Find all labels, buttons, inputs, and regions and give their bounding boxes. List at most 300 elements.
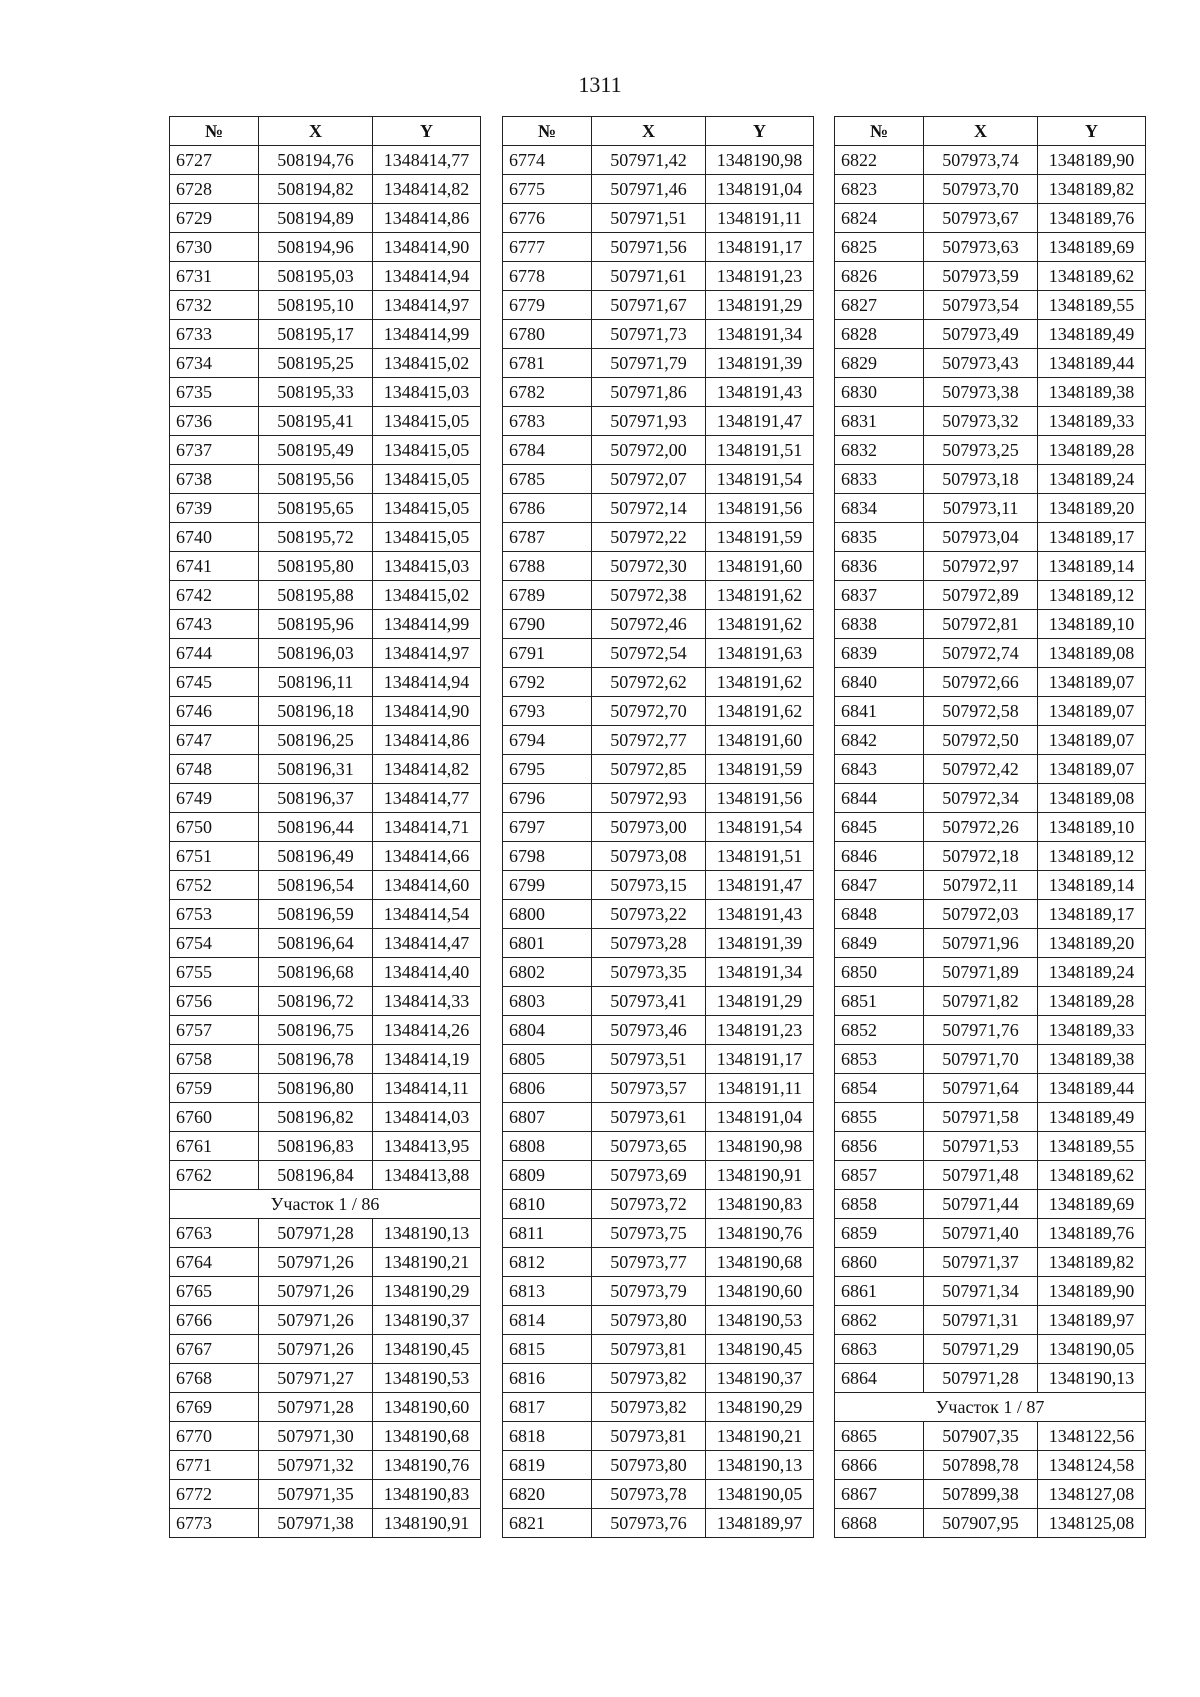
y-coordinate-cell: 1348414,99 [373,610,481,639]
y-coordinate-cell: 1348124,58 [1038,1451,1146,1480]
y-coordinate-cell: 1348415,05 [373,465,481,494]
table-row [835,668,1146,697]
point-number-cell: 6731 [170,262,259,291]
header-y: Y [373,117,481,146]
table-row [835,813,1146,842]
y-coordinate-cell: 1348191,23 [706,1016,814,1045]
x-coordinate-cell: 508195,41 [259,407,373,436]
table-row [835,1480,1146,1509]
table-row [835,958,1146,987]
x-coordinate-cell: 507971,30 [259,1422,373,1451]
point-number-cell: 6817 [503,1393,592,1422]
y-coordinate-cell: 1348191,04 [706,1103,814,1132]
y-coordinate-cell: 1348414,11 [373,1074,481,1103]
table-row [835,523,1146,552]
x-coordinate-cell: 507971,35 [259,1480,373,1509]
table-row [170,175,481,204]
point-number-cell: 6855 [835,1103,924,1132]
y-coordinate-cell: 1348189,38 [1038,1045,1146,1074]
point-number-cell: 6745 [170,668,259,697]
y-coordinate-cell: 1348414,66 [373,842,481,871]
y-coordinate-cell: 1348414,86 [373,726,481,755]
point-number-cell: 6743 [170,610,259,639]
point-number-cell: 6763 [170,1219,259,1248]
x-coordinate-cell: 508196,59 [259,900,373,929]
table-row [835,929,1146,958]
x-coordinate-cell: 507971,64 [924,1074,1038,1103]
table-row [170,146,481,175]
x-coordinate-cell: 507971,79 [592,349,706,378]
table-row [835,1248,1146,1277]
y-coordinate-cell: 1348414,47 [373,929,481,958]
x-coordinate-cell: 507971,26 [259,1306,373,1335]
x-coordinate-cell: 507971,38 [259,1509,373,1538]
point-number-cell: 6756 [170,987,259,1016]
table-row [503,726,814,755]
x-coordinate-cell: 507971,61 [592,262,706,291]
x-coordinate-cell: 507973,79 [592,1277,706,1306]
y-coordinate-cell: 1348189,17 [1038,900,1146,929]
point-number-cell: 6783 [503,407,592,436]
section-row [835,1393,1146,1422]
x-coordinate-cell: 507973,51 [592,1045,706,1074]
x-coordinate-cell: 507973,70 [924,175,1038,204]
header-y: Y [1038,117,1146,146]
x-coordinate-cell: 507971,70 [924,1045,1038,1074]
point-number-cell: 6789 [503,581,592,610]
x-coordinate-cell: 508196,84 [259,1161,373,1190]
point-number-cell: 6806 [503,1074,592,1103]
y-coordinate-cell: 1348190,45 [373,1335,481,1364]
x-coordinate-cell: 507972,70 [592,697,706,726]
y-coordinate-cell: 1348191,39 [706,349,814,378]
point-number-cell: 6777 [503,233,592,262]
y-coordinate-cell: 1348189,69 [1038,1190,1146,1219]
x-coordinate-cell: 508196,37 [259,784,373,813]
point-number-cell: 6813 [503,1277,592,1306]
point-number-cell: 6769 [170,1393,259,1422]
point-number-cell: 6805 [503,1045,592,1074]
table-row [170,1103,481,1132]
point-number-cell: 6738 [170,465,259,494]
table-row [835,1074,1146,1103]
point-number-cell: 6787 [503,523,592,552]
y-coordinate-cell: 1348190,45 [706,1335,814,1364]
x-coordinate-cell: 507973,81 [592,1422,706,1451]
table-row [170,494,481,523]
point-number-cell: 6770 [170,1422,259,1451]
y-coordinate-cell: 1348191,34 [706,958,814,987]
table-row [835,726,1146,755]
x-coordinate-cell: 507973,82 [592,1364,706,1393]
x-coordinate-cell: 507971,42 [592,146,706,175]
point-number-cell: 6785 [503,465,592,494]
point-number-cell: 6800 [503,900,592,929]
x-coordinate-cell: 508194,89 [259,204,373,233]
x-coordinate-cell: 508196,18 [259,697,373,726]
point-number-cell: 6802 [503,958,592,987]
point-number-cell: 6773 [170,1509,259,1538]
x-coordinate-cell: 507907,35 [924,1422,1038,1451]
y-coordinate-cell: 1348189,24 [1038,465,1146,494]
point-number-cell: 6852 [835,1016,924,1045]
point-number-cell: 6735 [170,378,259,407]
y-coordinate-cell: 1348190,83 [706,1190,814,1219]
y-coordinate-cell: 1348191,23 [706,262,814,291]
table-row [170,813,481,842]
x-coordinate-cell: 507972,30 [592,552,706,581]
table-row [503,262,814,291]
y-coordinate-cell: 1348189,62 [1038,262,1146,291]
point-number-cell: 6831 [835,407,924,436]
table-row [835,1277,1146,1306]
x-coordinate-cell: 507973,61 [592,1103,706,1132]
y-coordinate-cell: 1348191,59 [706,755,814,784]
y-coordinate-cell: 1348189,38 [1038,378,1146,407]
y-coordinate-cell: 1348189,33 [1038,1016,1146,1045]
table-row [835,987,1146,1016]
y-coordinate-cell: 1348189,14 [1038,871,1146,900]
table-row [835,1451,1146,1480]
x-coordinate-cell: 508196,75 [259,1016,373,1045]
table-row [835,639,1146,668]
y-coordinate-cell: 1348190,13 [1038,1364,1146,1393]
y-coordinate-cell: 1348415,02 [373,581,481,610]
x-coordinate-cell: 508195,80 [259,552,373,581]
point-number-cell: 6866 [835,1451,924,1480]
x-coordinate-cell: 507972,54 [592,639,706,668]
x-coordinate-cell: 507973,81 [592,1335,706,1364]
point-number-cell: 6767 [170,1335,259,1364]
y-coordinate-cell: 1348191,56 [706,784,814,813]
x-coordinate-cell: 507972,03 [924,900,1038,929]
table-row [170,204,481,233]
y-coordinate-cell: 1348190,05 [706,1480,814,1509]
y-coordinate-cell: 1348414,94 [373,262,481,291]
x-coordinate-cell: 507973,49 [924,320,1038,349]
y-coordinate-cell: 1348189,90 [1038,146,1146,175]
x-coordinate-cell: 508196,31 [259,755,373,784]
x-coordinate-cell: 508195,10 [259,291,373,320]
x-coordinate-cell: 507907,95 [924,1509,1038,1538]
point-number-cell: 6862 [835,1306,924,1335]
x-coordinate-cell: 508196,80 [259,1074,373,1103]
y-coordinate-cell: 1348190,37 [373,1306,481,1335]
table-row [503,958,814,987]
table-row [835,784,1146,813]
y-coordinate-cell: 1348189,28 [1038,987,1146,1016]
point-number-cell: 6835 [835,523,924,552]
x-coordinate-cell: 507972,77 [592,726,706,755]
table-row [835,1016,1146,1045]
table-row [503,465,814,494]
point-number-cell: 6748 [170,755,259,784]
point-number-cell: 6742 [170,581,259,610]
table-row [170,407,481,436]
y-coordinate-cell: 1348191,29 [706,291,814,320]
table-row [835,1306,1146,1335]
x-coordinate-cell: 507972,14 [592,494,706,523]
y-coordinate-cell: 1348191,62 [706,697,814,726]
table-row [170,784,481,813]
x-coordinate-cell: 508196,49 [259,842,373,871]
x-coordinate-cell: 507971,32 [259,1451,373,1480]
y-coordinate-cell: 1348190,21 [706,1422,814,1451]
point-number-cell: 6843 [835,755,924,784]
table-row [835,146,1146,175]
y-coordinate-cell: 1348122,56 [1038,1422,1146,1451]
point-number-cell: 6842 [835,726,924,755]
y-coordinate-cell: 1348414,54 [373,900,481,929]
x-coordinate-cell: 508195,56 [259,465,373,494]
point-number-cell: 6753 [170,900,259,929]
point-number-cell: 6856 [835,1132,924,1161]
x-coordinate-cell: 507973,18 [924,465,1038,494]
table-row [170,523,481,552]
point-number-cell: 6841 [835,697,924,726]
x-coordinate-cell: 508195,96 [259,610,373,639]
table-row [170,668,481,697]
point-number-cell: 6822 [835,146,924,175]
point-number-cell: 6730 [170,233,259,262]
table-row [835,407,1146,436]
x-coordinate-cell: 507973,67 [924,204,1038,233]
x-coordinate-cell: 507973,57 [592,1074,706,1103]
table-row [170,291,481,320]
y-coordinate-cell: 1348190,98 [706,1132,814,1161]
y-coordinate-cell: 1348189,55 [1038,291,1146,320]
y-coordinate-cell: 1348191,47 [706,871,814,900]
y-coordinate-cell: 1348189,12 [1038,842,1146,871]
x-coordinate-cell: 507971,58 [924,1103,1038,1132]
y-coordinate-cell: 1348189,90 [1038,1277,1146,1306]
y-coordinate-cell: 1348189,20 [1038,494,1146,523]
point-number-cell: 6732 [170,291,259,320]
y-coordinate-cell: 1348414,86 [373,204,481,233]
point-number-cell: 6849 [835,929,924,958]
point-number-cell: 6792 [503,668,592,697]
point-number-cell: 6860 [835,1248,924,1277]
x-coordinate-cell: 507971,37 [924,1248,1038,1277]
point-number-cell: 6826 [835,262,924,291]
point-number-cell: 6754 [170,929,259,958]
table-row [170,1480,481,1509]
x-coordinate-cell: 507973,80 [592,1451,706,1480]
table-row [503,900,814,929]
point-number-cell: 6840 [835,668,924,697]
table-row [503,1219,814,1248]
x-coordinate-cell: 507973,82 [592,1393,706,1422]
x-coordinate-cell: 507972,42 [924,755,1038,784]
table-row [503,1190,814,1219]
x-coordinate-cell: 508195,33 [259,378,373,407]
y-coordinate-cell: 1348190,98 [706,146,814,175]
x-coordinate-cell: 507972,62 [592,668,706,697]
y-coordinate-cell: 1348414,97 [373,291,481,320]
x-coordinate-cell: 508194,96 [259,233,373,262]
table-row [503,1306,814,1335]
x-coordinate-cell: 508195,72 [259,523,373,552]
x-coordinate-cell: 507973,25 [924,436,1038,465]
point-number-cell: 6776 [503,204,592,233]
point-number-cell: 6812 [503,1248,592,1277]
point-number-cell: 6749 [170,784,259,813]
table-row [835,320,1146,349]
x-coordinate-cell: 507971,53 [924,1132,1038,1161]
x-coordinate-cell: 507971,44 [924,1190,1038,1219]
x-coordinate-cell: 508196,25 [259,726,373,755]
x-coordinate-cell: 507973,46 [592,1016,706,1045]
table-row [170,465,481,494]
x-coordinate-cell: 508195,17 [259,320,373,349]
x-coordinate-cell: 507971,89 [924,958,1038,987]
table-row [835,610,1146,639]
point-number-cell: 6853 [835,1045,924,1074]
y-coordinate-cell: 1348191,47 [706,407,814,436]
point-number-cell: 6821 [503,1509,592,1538]
y-coordinate-cell: 1348414,26 [373,1016,481,1045]
point-number-cell: 6766 [170,1306,259,1335]
x-coordinate-cell: 507972,07 [592,465,706,494]
point-number-cell: 6775 [503,175,592,204]
point-number-cell: 6751 [170,842,259,871]
x-coordinate-cell: 508196,11 [259,668,373,697]
x-coordinate-cell: 507973,74 [924,146,1038,175]
y-coordinate-cell: 1348191,62 [706,581,814,610]
y-coordinate-cell: 1348414,99 [373,320,481,349]
point-number-cell: 6807 [503,1103,592,1132]
table-row [170,1161,481,1190]
table-row [170,1364,481,1393]
table-row [503,1132,814,1161]
point-number-cell: 6736 [170,407,259,436]
y-coordinate-cell: 1348191,59 [706,523,814,552]
table-row [835,1509,1146,1538]
y-coordinate-cell: 1348189,82 [1038,1248,1146,1277]
y-coordinate-cell: 1348415,03 [373,378,481,407]
table-row [170,1509,481,1538]
x-coordinate-cell: 507972,89 [924,581,1038,610]
y-coordinate-cell: 1348189,07 [1038,697,1146,726]
y-coordinate-cell: 1348189,24 [1038,958,1146,987]
point-number-cell: 6819 [503,1451,592,1480]
table-row [170,1306,481,1335]
y-coordinate-cell: 1348190,29 [373,1277,481,1306]
header-number: № [835,117,924,146]
y-coordinate-cell: 1348191,54 [706,465,814,494]
point-number-cell: 6844 [835,784,924,813]
y-coordinate-cell: 1348190,60 [373,1393,481,1422]
x-coordinate-cell: 507971,28 [259,1219,373,1248]
x-coordinate-cell: 508196,64 [259,929,373,958]
point-number-cell: 6784 [503,436,592,465]
point-number-cell: 6760 [170,1103,259,1132]
table-row [503,1422,814,1451]
point-number-cell: 6848 [835,900,924,929]
y-coordinate-cell: 1348125,08 [1038,1509,1146,1538]
table-row [835,1045,1146,1074]
x-coordinate-cell: 507971,31 [924,1306,1038,1335]
y-coordinate-cell: 1348191,62 [706,610,814,639]
x-coordinate-cell: 507973,76 [592,1509,706,1538]
point-number-cell: 6836 [835,552,924,581]
point-number-cell: 6820 [503,1480,592,1509]
y-coordinate-cell: 1348190,05 [1038,1335,1146,1364]
table-row [835,755,1146,784]
table-row [170,842,481,871]
y-coordinate-cell: 1348189,69 [1038,233,1146,262]
y-coordinate-cell: 1348191,04 [706,175,814,204]
table-row [835,262,1146,291]
point-number-cell: 6833 [835,465,924,494]
point-number-cell: 6864 [835,1364,924,1393]
x-coordinate-cell: 507972,34 [924,784,1038,813]
y-coordinate-cell: 1348190,37 [706,1364,814,1393]
coordinates-table-1 [169,116,481,1538]
table-row [503,407,814,436]
point-number-cell: 6747 [170,726,259,755]
y-coordinate-cell: 1348189,07 [1038,668,1146,697]
y-coordinate-cell: 1348415,05 [373,407,481,436]
point-number-cell: 6791 [503,639,592,668]
y-coordinate-cell: 1348414,90 [373,697,481,726]
y-coordinate-cell: 1348189,28 [1038,436,1146,465]
point-number-cell: 6779 [503,291,592,320]
y-coordinate-cell: 1348191,54 [706,813,814,842]
y-coordinate-cell: 1348191,39 [706,929,814,958]
y-coordinate-cell: 1348190,91 [706,1161,814,1190]
header-x: X [924,117,1038,146]
y-coordinate-cell: 1348189,08 [1038,784,1146,813]
y-coordinate-cell: 1348189,08 [1038,639,1146,668]
y-coordinate-cell: 1348189,76 [1038,1219,1146,1248]
point-number-cell: 6868 [835,1509,924,1538]
y-coordinate-cell: 1348189,17 [1038,523,1146,552]
point-number-cell: 6857 [835,1161,924,1190]
x-coordinate-cell: 507973,75 [592,1219,706,1248]
y-coordinate-cell: 1348191,51 [706,436,814,465]
x-coordinate-cell: 507971,93 [592,407,706,436]
point-number-cell: 6799 [503,871,592,900]
table-row [503,1161,814,1190]
table-row [835,871,1146,900]
table-header-row [170,117,481,146]
point-number-cell: 6838 [835,610,924,639]
x-coordinate-cell: 507971,29 [924,1335,1038,1364]
point-number-cell: 6757 [170,1016,259,1045]
point-number-cell: 6771 [170,1451,259,1480]
point-number-cell: 6803 [503,987,592,1016]
coordinates-table-3 [834,116,1146,1538]
point-number-cell: 6772 [170,1480,259,1509]
x-coordinate-cell: 507972,22 [592,523,706,552]
table-row [170,1132,481,1161]
point-number-cell: 6808 [503,1132,592,1161]
y-coordinate-cell: 1348415,05 [373,523,481,552]
point-number-cell: 6832 [835,436,924,465]
table-row [835,349,1146,378]
table-row [503,523,814,552]
x-coordinate-cell: 508195,25 [259,349,373,378]
x-coordinate-cell: 507898,78 [924,1451,1038,1480]
y-coordinate-cell: 1348189,10 [1038,813,1146,842]
y-coordinate-cell: 1348190,76 [706,1219,814,1248]
x-coordinate-cell: 507973,69 [592,1161,706,1190]
point-number-cell: 6793 [503,697,592,726]
x-coordinate-cell: 507973,77 [592,1248,706,1277]
table-row [170,610,481,639]
table-row [503,1103,814,1132]
